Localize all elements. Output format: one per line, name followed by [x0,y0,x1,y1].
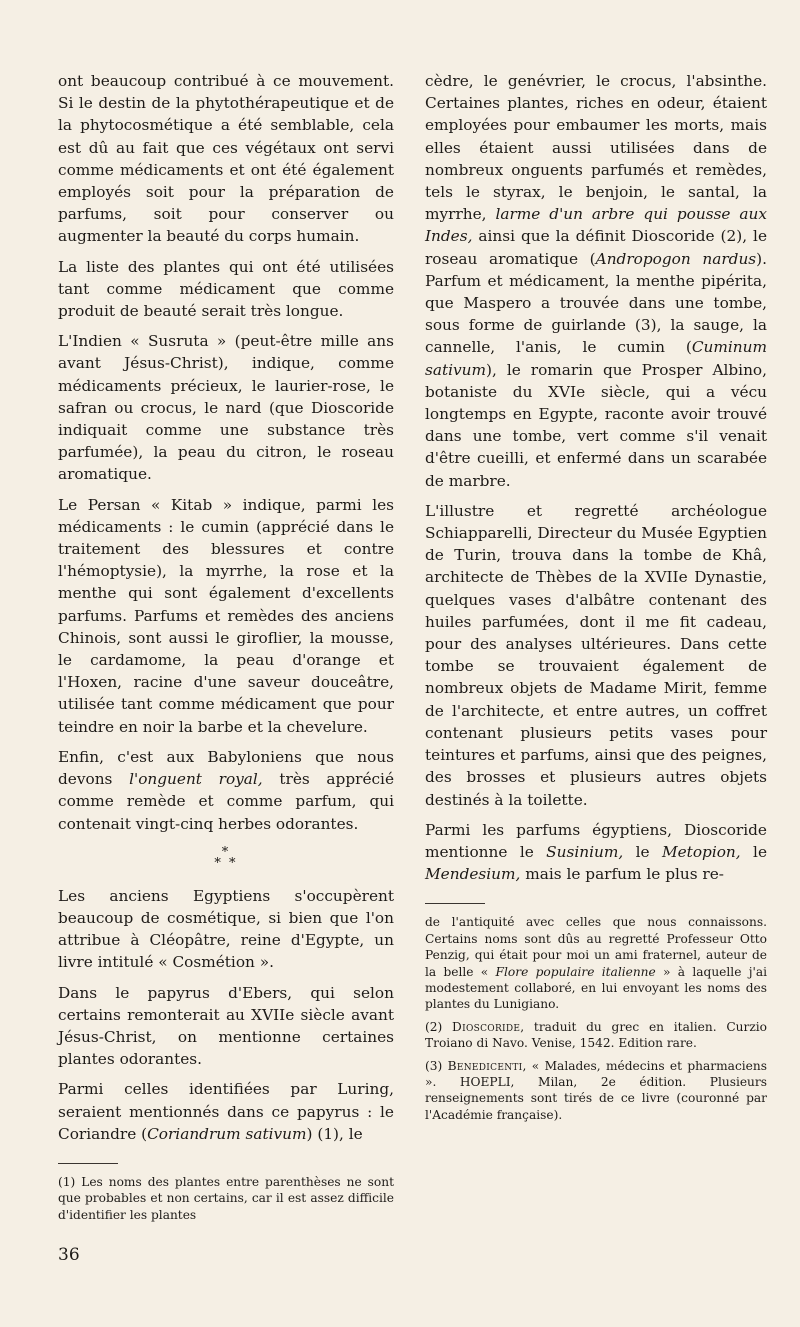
italic-text: Metopion, [661,842,741,861]
text: Parmi celles identifiées par Luring, seraient mentionnés dans ce papyrus : le Coriandre ( [58,1080,394,1143]
footnote-rule [425,903,485,904]
text: ), le romarin que Prosper Albino, botaniste du XVIe siècle, qui a vécu longtemps en Egypte, raconte avoir trouvé dans une tombe, vert comme s'il venait d'être cueilli, et enfermé dans un scarabée de marbre. [425,360,767,490]
paragraph: Les anciens Egyptiens s'occupèrent beaucoup de cosmétique, si bien que l'on attribue à Cléopâtre, reine d'Egypte, un livre intitulé « Cosmétion ». [58,886,394,972]
paragraph-babylon [58,746,394,835]
text: de l'antiquité avec celles que nous connaissons. Certains noms sont dûs au regretté Professeur Otto Penzig, qui était pour moi un ami fraternel, auteur de la belle « [425,915,767,979]
footnote-2 [425,1019,767,1052]
text: ) (1), le [306,1124,363,1143]
author-name: Benedicenti [447,1058,523,1073]
footnote-number: (2) [425,1019,453,1034]
paragraph: ont beaucoup contribué à ce mouvement. Si le destin de la phytothérapeutique et de la phytocosmétique a été semblable, cela est dû au fait que ces végétaux ont servi comme médicaments et ont été également employés soit pour la préparation de parfums, soit pour conserver ou augmenter la beauté du corps humain. [58,72,394,246]
text: , « Malades, médecins et pharmaciens ». HOEPLI, Milan, 2e édition. Plusieurs renseignements sont tirés de ce livre (couronné par l'Académie française). [425,1058,767,1122]
italic-text: larme d'un arbre qui pousse aux Indes, [425,205,767,246]
italic-text: Coriandrum sativum [147,1124,307,1143]
text: le [740,842,768,861]
page-number: 36 [58,1245,80,1265]
paragraph: Le Persan « Kitab » indique, parmi les médicaments : le cumin (apprécié dans le traitement des blessures et contre l'hémoptysie), la myrrhe, la rose et la menthe qui sont également d'excellents parfums. Parfums et remèdes des anciens Chinois, sont aussi le giroflier, la mousse, le cardamome, la peau d'orange et l'Hoxen, racine d'une saveur douceâtre, utilisée tant comme médicament que pour teindre en noir la barbe et la chevelure. [58,495,394,736]
paragraph: Dans le papyrus d'Ebers, qui selon certains remonterait au XVIIe siècle avant Jésus-Christ, on mentionne certaines plantes odorantes. [58,983,394,1069]
separator-star-top: * [221,844,231,860]
italic-text: Cuminum sativum [425,338,767,379]
paragraph [425,819,767,886]
text: » à laquelle j'ai modestement collaboré, en lui envoyant les noms des plantes du Lunigiano. [425,964,767,1012]
footnote-1: (1) Les noms des plantes entre parenthèses ne sont que probables et non certains, car il est assez difficile d'identifier les plantes [58,1174,394,1222]
paragraph: L'Indien « Susruta » (peut-être mille ans avant Jésus-Christ), indique, comme médicaments précieux, le laurier-rose, le safran ou crocus, le nard (que Dioscoride indiquait comme une substance très parfumée), la peau du citron, le roseau aromatique. [58,332,394,484]
text: ainsi que la définit Dioscoride (2), le roseau aromatique ( [425,227,767,268]
text: Parmi les parfums égyptiens, Dioscoride mentionne le [425,820,767,861]
text: le [623,842,662,861]
italic-text: l'onguent royal, [129,770,263,789]
footnote-number: (3) [425,1058,448,1073]
paragraph: L'illustre et regretté archéologue Schiapparelli, Directeur du Musée Egyptien de Turin, trouva dans la tombe de Khâ, architecte de Thèbes de la XVIIe Dynastie, quelques vases d'albâtre contenant des huiles parfumées, dont il me fit cadeau, pour des analyses ultérieures. Dans cette tombe se trouvaient également de nombreux objets de Madame Mirit, femme de l'architecte, et entre autres, un coffret contenant plusieurs petits vases pour teintures et parfums, ainsi que des peignes, des brosses et plusieurs autres objets destinés à la toilette. [425,501,767,809]
paragraph: La liste des plantes qui ont été utilisées tant comme médicament que comme produit de beauté serait très longue. [58,257,394,321]
footnote-continuation [425,914,767,1012]
right-column [425,70,767,1129]
section-separator [58,844,394,871]
text: très apprécié comme remède et comme parfum, qui contenait vingt-cinq herbes odorantes. [58,770,395,833]
italic-text: Susinium, [546,842,624,861]
footnote-rule [58,1163,118,1164]
footnote-3 [425,1058,767,1124]
italic-text: Mendesium, [425,865,521,884]
paragraph-luring [58,1078,394,1145]
author-name: Dioscoride [452,1019,521,1034]
italic-text: Andropogon nardus [595,249,757,268]
text: ). Parfum et médicament, la menthe pipérita, que Maspero a trouvée dans une tombe, sous forme de guirlande (3), la sauge, la cannelle, l'anis, le cumin ( [425,249,767,357]
paragraph [425,70,767,492]
text: cèdre, le genévrier, le crocus, l'absinthe. Certaines plantes, riches en odeur, étaient employées pour embaumer les morts, mais elles étaient aussi utilisées dans de nombreux onguents parfumés et remèdes, tels le styrax, le benjoin, le santal, la myrrhe, [425,72,767,224]
left-column [58,70,394,1229]
separator-stars-bottom: * * [214,855,238,871]
text: mais le parfum le plus re- [520,865,724,884]
text: , traduit du grec en italien. Curzio Troiano di Navo. Venise, 1542. Edition rare. [425,1019,767,1051]
text: Enfin, c'est aux Babyloniens que nous devons [58,747,394,789]
italic-text: Flore populaire italienne [495,964,656,979]
